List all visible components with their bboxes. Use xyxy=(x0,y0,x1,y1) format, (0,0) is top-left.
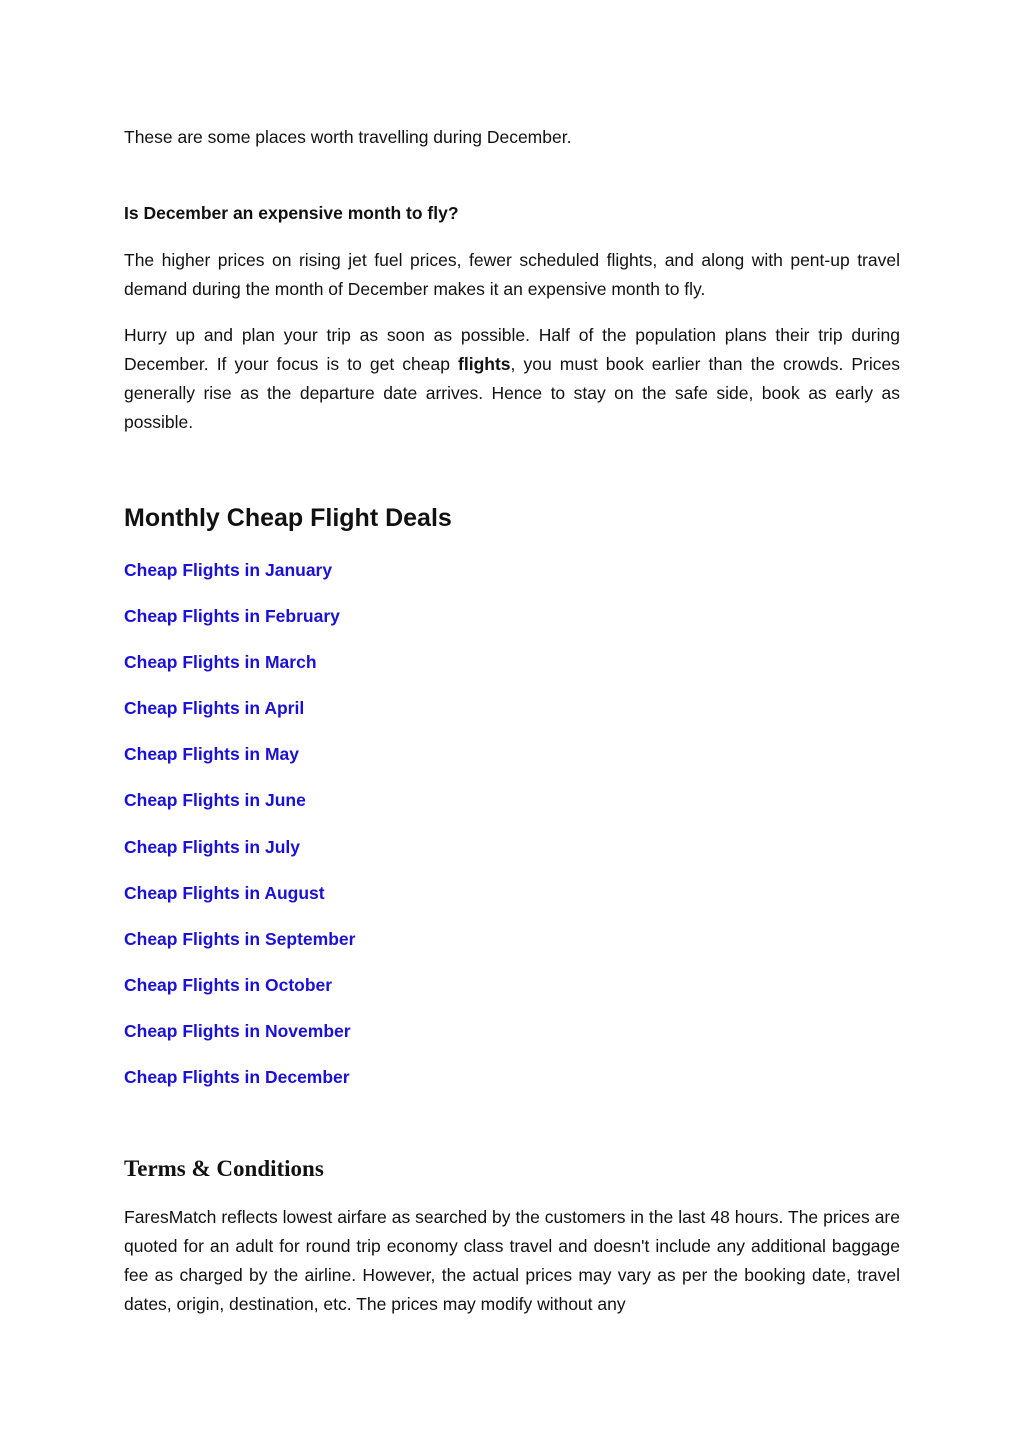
link-july[interactable]: Cheap Flights in July xyxy=(124,836,300,857)
monthly-links-list xyxy=(124,557,355,1110)
list-item xyxy=(124,557,355,603)
link-december[interactable]: Cheap Flights in December xyxy=(124,1067,350,1088)
list-item xyxy=(124,926,355,972)
paragraph-plan-trip xyxy=(124,321,900,437)
terms-heading: Terms & Conditions xyxy=(124,1156,324,1181)
link-november[interactable]: Cheap Flights in November xyxy=(124,1020,351,1041)
link-august[interactable]: Cheap Flights in August xyxy=(124,882,325,903)
deals-heading: Monthly Cheap Flight Deals xyxy=(124,504,452,532)
link-september[interactable]: Cheap Flights in September xyxy=(124,928,356,949)
paragraph-plan-trip-part1: Hurry up and plan your trip as soon as possible. Half of the population plans their trip during December. If your focus is to get cheap xyxy=(124,325,900,374)
list-item xyxy=(124,972,355,1018)
terms-paragraph: FaresMatch reflects lowest airfare as searched by the customers in the last 48 hours. The prices are quoted for an adult for round trip economy class travel and doesn't include any additional baggage fee as charged by the airline. However, the actual prices may vary as per the booking date, travel dates, origin, destination, etc. The prices may modify without any xyxy=(124,1207,900,1314)
list-item xyxy=(124,695,355,741)
paragraph-fuel-prices: The higher prices on rising jet fuel prices, fewer scheduled flights, and along with pent-up travel demand during the month of December makes it an expensive month to fly. xyxy=(124,250,900,299)
list-item xyxy=(124,880,355,926)
paragraph-plan-trip-part2: , you must book earlier than the crowds. Prices generally rise as the departure date arrives. Hence to stay on the safe side, book as early as possible. xyxy=(124,354,901,432)
link-march[interactable]: Cheap Flights in March xyxy=(124,652,317,673)
link-january[interactable]: Cheap Flights in January xyxy=(124,560,333,580)
paragraph-plan-trip-bold: flights xyxy=(458,354,511,374)
link-may[interactable]: Cheap Flights in May xyxy=(124,744,300,765)
list-item xyxy=(124,649,355,695)
list-item xyxy=(124,741,355,787)
list-item xyxy=(124,603,355,649)
link-june[interactable]: Cheap Flights in June xyxy=(124,790,306,811)
list-item xyxy=(124,1018,355,1064)
intro-text: These are some places worth travelling during December. xyxy=(124,127,572,147)
list-item xyxy=(124,787,355,833)
list-item xyxy=(124,1064,355,1110)
link-october[interactable]: Cheap Flights in October xyxy=(124,974,333,995)
link-april[interactable]: Cheap Flights in April xyxy=(124,698,305,719)
link-february[interactable]: Cheap Flights in February xyxy=(124,606,340,627)
list-item xyxy=(124,834,355,880)
question-heading: Is December an expensive month to fly? xyxy=(124,203,459,223)
